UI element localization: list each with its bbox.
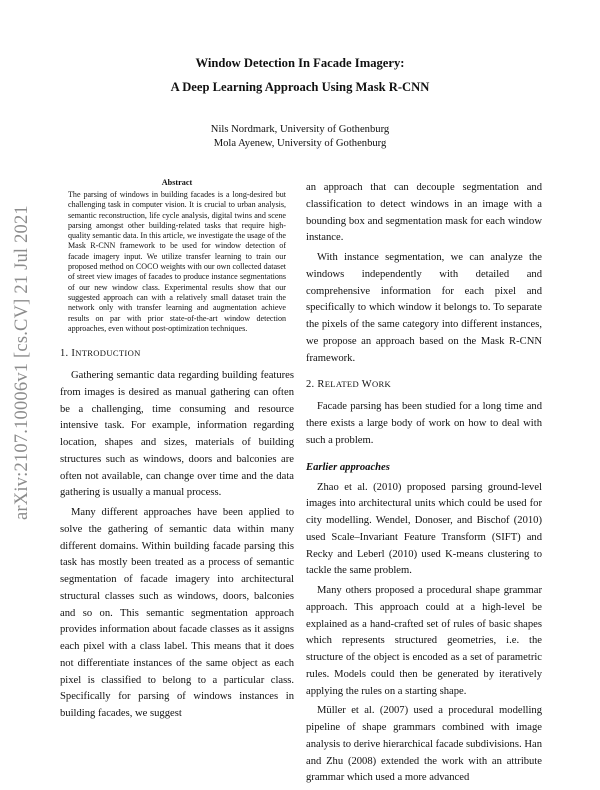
- paper-title-line-2: A Deep Learning Approach Using Mask R-CNN: [170, 80, 430, 94]
- abstract-heading: Abstract: [161, 178, 193, 187]
- section-title-initial: R: [317, 379, 325, 391]
- right-column: [306, 180, 542, 790]
- paper-title-line-1: Window Detection In Facade Imagery:: [195, 56, 405, 70]
- author-2: Mola Ayenew, University of Gothenburg: [213, 138, 387, 149]
- intro-paragraph-3: With instance segmentation, we can analyze the windows independently with detailed and comprehensive information for each pixel and specifically to which window it belongs to. To separate the pixels of the same category into different instances, we propose an approach based on the Mask R-CNN framework.: [306, 252, 542, 364]
- related-work-intro: Facade parsing has been studied for a long time and there exists a large body of work on how to deal with such a problem.: [306, 401, 542, 446]
- author-1: Nils Nordmark, University of Gothenburg: [210, 124, 390, 135]
- section-title-rest-2: ORK: [371, 379, 392, 390]
- related-work-paragraph-3: Müller et al. (2007) used a procedural modelling pipeline of shape grammars combined with image analysis to derive hierarchical facade subdivisions. Han and Zhu (2008) extended the work with an attribute grammar which used a more advanced: [306, 705, 542, 784]
- related-work-paragraph-1: Zhao et al. (2010) proposed parsing ground-level images into architectural units which could be used for city modelling. Wendel, Donoser, and Bischof (2010) used Scale–Invariant Feature Transform (SIFT) and Recky and Leberl (2010) used K-means clustering to tackle the same problem.: [306, 481, 542, 577]
- section-number: 2.: [306, 379, 315, 391]
- subsection-earlier-approaches-heading: Earlier approaches: [306, 461, 390, 473]
- arxiv-identifier: arXiv:2107.10006v1 [cs.CV] 21 Jul 2021: [12, 205, 32, 520]
- abstract-text: The parsing of windows in building facades is a long-desired but challenging task in computer vision. It is crucial to urban analysis, semantic reconstruction, life cycle analysis, digital twins and scene parsing amongst other building-related tasks that require high-quality semantic data. In this article, we investigate the usage of the Mask R-CNN framework to be used for window detection of facade imagery input. We utilize transfer learning to train our proposed method on COCO weights with our own collected dataset of street view images of facades to produce instance segmentations of our new window class. Experimental results show that our suggested approach can with a relatively small dataset train the network only with transfer learning and augmentation achieve results on par with prior state-of-the-art window detection approaches, even without post-optimization techniques.: [68, 190, 286, 333]
- left-column: [60, 178, 294, 726]
- section-title-initial: I: [71, 348, 76, 360]
- section-title-rest: NTRODUCTION: [75, 348, 141, 359]
- section-related-work-heading: [306, 379, 542, 390]
- section-title-rest: ELATED: [324, 379, 359, 390]
- related-work-paragraph-2: Many others proposed a procedural shape grammar approach. This approach could at a high-level be explained as a hand-crafted set of rules of basic shapes which represents structured geometries, i.e. the structure of the object is encoded as a set of parametric rules. Models could then be generated by iteratively applying the rules on a starting shape.: [306, 585, 542, 697]
- section-title-initial-2: W: [361, 379, 372, 391]
- intro-paragraph-2: Many different approaches have been applied to solve the gathering of semantic data within many different domains. Within building facade parsing this task has mostly been treated as a process of semantic segmentation of facade imagery into architectural structural classes such as windows, doors, balconies and so on. This semantic segmentation approach provides information about facade classes as it assigns each pixel with a class label. This means that it does not differentiate instances of the same object as each pixel is classified to belong to a particular class. Specifically for parsing of windows instances in building facades, we suggest: [60, 507, 294, 720]
- section-number: 1.: [60, 348, 69, 360]
- intro-paragraph-1: Gathering semantic data regarding building features from images is desired as manual gathering can often be a challenging, time consuming and resource intensive task. For example, information regarding location, shapes and sizes, materials of building structures such as windows, doors and balconies are often not available, can change over time and the data gathering is usually a manual process.: [60, 370, 294, 499]
- intro-paragraph-2-continued: an approach that can decouple segmentation and classification to detect windows in an image with a bounding box and segmentation mask for each window instance.: [306, 182, 542, 244]
- section-introduction-heading: [60, 348, 294, 359]
